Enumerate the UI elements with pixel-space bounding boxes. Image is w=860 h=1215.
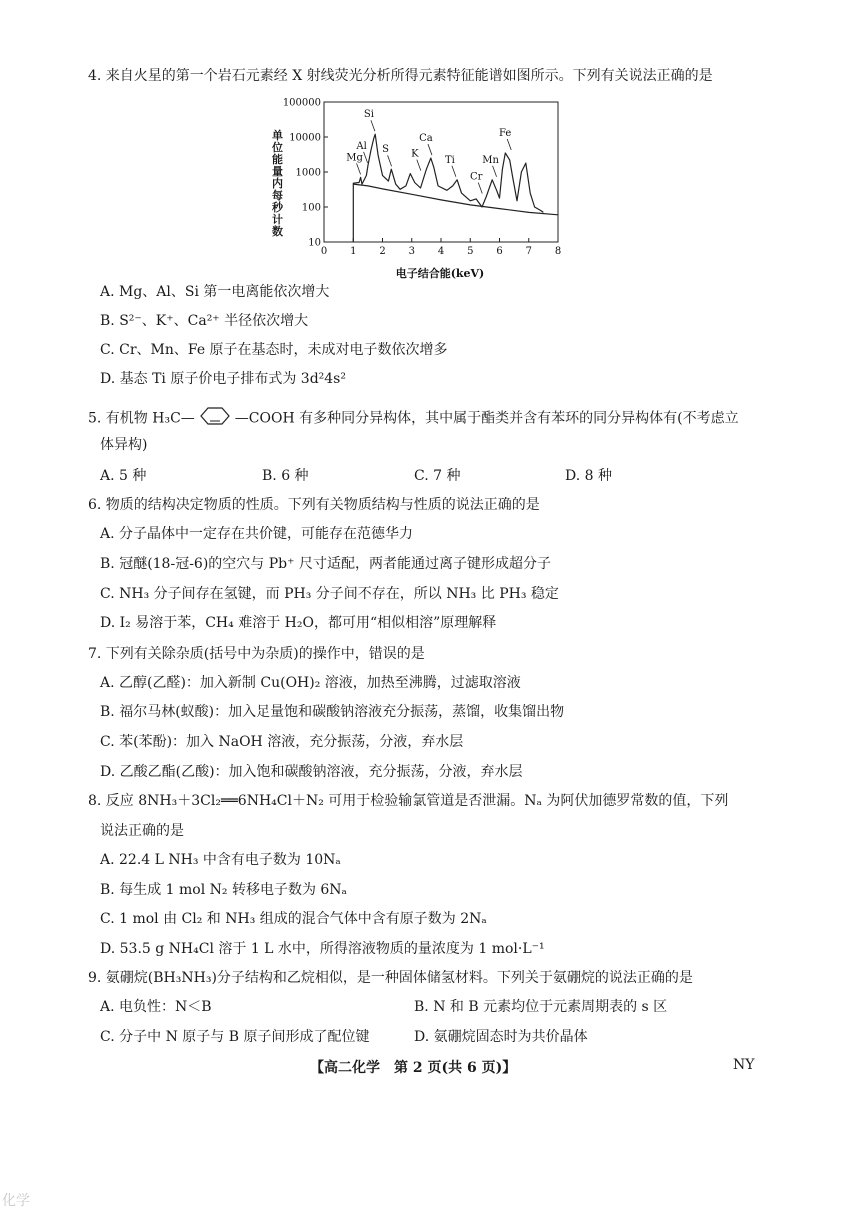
x-tick-label: 5 [467, 246, 474, 257]
peak-label: Si [363, 109, 374, 121]
q9-option-a[interactable]: A. 电负性：N＜B [100, 999, 212, 1015]
peak-leader-line [493, 166, 497, 177]
peak-leader-line [417, 160, 421, 171]
peak-label: Cr [470, 171, 483, 183]
y-tick-label: 1000 [295, 167, 321, 179]
peak-leader-line [452, 166, 456, 177]
peak-leader-line [388, 155, 392, 166]
y-axis-label: 单位能量内每秒计数 [272, 129, 283, 238]
peak-leader-line [428, 144, 432, 155]
x-tick-label: 6 [496, 246, 503, 257]
y-tick-label: 10000 [289, 132, 321, 144]
x-tick-label: 0 [320, 246, 328, 257]
q5-stem-prefix: 5. 有机物 H₃C— [88, 410, 195, 427]
peak-leader-line [507, 139, 511, 150]
x-tick-label: 7 [525, 246, 532, 257]
spectrum-svg [270, 92, 570, 280]
page-footer-title: 【高二化学 第 2 页(共 6 页)】 [310, 1060, 517, 1076]
peak-leader-line [364, 152, 368, 163]
q8-option-a[interactable]: A. 22.4 L NH₃ 中含有电子数为 10Nₐ [100, 852, 341, 868]
peak-label: Mn [482, 154, 499, 166]
x-axis-label: 电子结合能(keV) [395, 267, 485, 280]
q6-option-c[interactable]: C. NH₃ 分子间存在氢键，而 PH₃ 分子间不存在，所以 NH₃ 比 PH₃ 稳定 [100, 586, 559, 602]
q7-option-a[interactable]: A. 乙醇(乙醛)：加入新制 Cu(OH)₂ 溶液，加热至沸腾，过滤取溶液 [100, 675, 521, 691]
corner-watermark: 化学 [2, 1193, 30, 1209]
x-tick-label: 4 [437, 246, 445, 257]
q5-option-a[interactable]: A. 5 种 [100, 468, 147, 484]
q5-option-b[interactable]: B. 6 种 [262, 468, 309, 484]
q4-option-b[interactable]: B. S²⁻、K⁺、Ca²⁺ 半径依次增大 [100, 313, 309, 329]
question-5-stem [88, 406, 739, 431]
peak-label: Al [356, 140, 367, 152]
q5-option-c[interactable]: C. 7 种 [414, 468, 461, 484]
q5-option-d[interactable]: D. 8 种 [565, 468, 612, 484]
xrf-spectrum-chart [270, 92, 570, 280]
q6-option-b[interactable]: B. 冠醚(18-冠-6)的空穴与 Pb⁺ 尺寸适配，两者能通过离子键形成超分子 [100, 556, 551, 572]
y-tick-label: 100000 [282, 97, 321, 109]
q6-option-a[interactable]: A. 分子晶体中一定存在共价键，可能存在范德华力 [100, 526, 414, 542]
peak-label: Fe [499, 127, 512, 139]
question-7-stem: 7. 下列有关除杂质(括号中为杂质)的操作中，错误的是 [88, 646, 425, 662]
question-8-stem: 8. 反应 8NH₃＋3Cl₂══6NH₄Cl＋N₂ 可用于检验输氯管道是否泄漏。Nₐ 为阿伏加德罗常数的值，下列 [88, 793, 729, 809]
benzene-ring-icon [195, 406, 235, 431]
q8-option-b[interactable]: B. 每生成 1 mol N₂ 转移电子数为 6Nₐ [100, 882, 347, 898]
q5-stem-suffix: —COOH 有多种同分异构体，其中属于酯类并含有苯环的同分异构体有(不考虑立 [234, 410, 739, 427]
y-tick-label: 10 [308, 237, 321, 249]
q4-option-c[interactable]: C. Cr、Mn、Fe 原子在基态时，未成对电子数依次增多 [100, 342, 448, 358]
peak-leader-line [371, 120, 375, 131]
q9-option-b[interactable]: B. N 和 B 元素均位于元素周期表的 s 区 [414, 999, 668, 1015]
q4-option-d[interactable]: D. 基态 Ti 原子价电子排布式为 3d²4s² [100, 371, 346, 387]
q9-option-d[interactable]: D. 氨硼烷固态时为共价晶体 [414, 1029, 588, 1045]
q6-option-d[interactable]: D. I₂ 易溶于苯，CH₄ 难溶于 H₂O，都可用“相似相溶”原理解释 [100, 615, 497, 631]
peak-leader-line [478, 182, 482, 193]
peak-leader-line [357, 163, 361, 174]
q9-option-c[interactable]: C. 分子中 N 原子与 B 原子间形成了配位键 [100, 1029, 370, 1045]
x-tick-label: 2 [379, 246, 386, 257]
question-4-stem: 4. 来自火星的第一个岩石元素经 X 射线荧光分析所得元素特征能谱如图所示。下列有关说法正确的是 [88, 68, 713, 84]
peak-label: S [382, 144, 389, 156]
question-8-stem-line2: 说法正确的是 [100, 823, 184, 839]
q7-option-c[interactable]: C. 苯(苯酚)：加入 NaOH 溶液，充分振荡，分液，弃水层 [100, 734, 464, 750]
q8-option-c[interactable]: C. 1 mol 由 Cl₂ 和 NH₃ 组成的混合气体中含有原子数为 2Nₐ [100, 911, 487, 927]
peak-label: Mg [346, 152, 363, 164]
q7-option-b[interactable]: B. 福尔马林(蚁酸)：加入足量饱和碳酸钠溶液充分振荡，蒸馏，收集馏出物 [100, 704, 565, 720]
question-6-stem: 6. 物质的结构决定物质的性质。下列有关物质结构与性质的说法正确的是 [88, 497, 540, 513]
x-tick-label: 8 [554, 246, 562, 257]
question-9-stem: 9. 氨硼烷(BH₃NH₃)分子结构和乙烷相似，是一种固体储氢材料。下列关于氨硼烷的说法正确的是 [88, 970, 693, 986]
x-tick-label: 1 [350, 246, 357, 257]
x-tick-label: 3 [408, 246, 415, 257]
peak-label: Ca [419, 133, 433, 145]
peak-label: Ti [444, 154, 455, 166]
q4-option-a[interactable]: A. Mg、Al、Si 第一电离能依次增大 [100, 284, 330, 300]
question-5-stem-line2: 体异构) [100, 437, 148, 453]
q7-option-d[interactable]: D. 乙酸乙酯(乙酸)：加入饱和碳酸钠溶液，充分振荡，分液，弃水层 [100, 764, 523, 780]
q8-option-d[interactable]: D. 53.5 g NH₄Cl 溶于 1 L 水中，所得溶液物质的量浓度为 1 mol·L⁻¹ [100, 941, 545, 957]
peak-label: K [411, 148, 419, 160]
y-tick-label: 100 [301, 202, 321, 214]
plot-frame [324, 102, 558, 242]
page-footer-code: NY [733, 1057, 755, 1073]
background-curve [353, 184, 558, 215]
